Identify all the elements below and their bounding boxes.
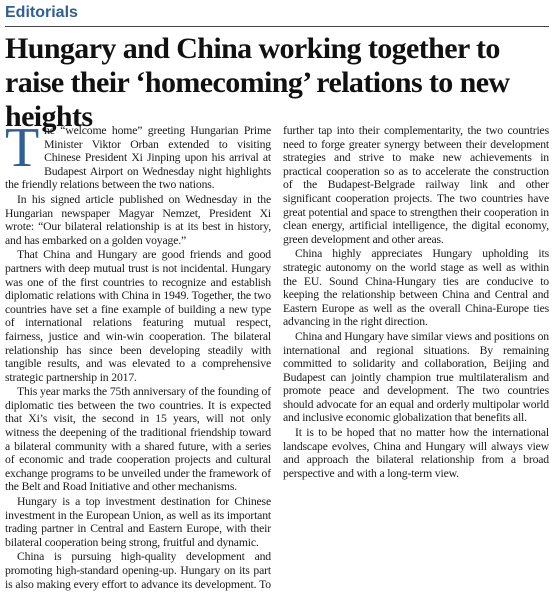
section-divider: [5, 26, 549, 27]
article-paragraph: In his signed article published on Wednesday in the Hungarian newspaper Magyar Nemzet, President Xi wrote: “Our bilateral relationship is at its best in history, and has embarked on a golden voyage.”: [5, 192, 271, 247]
article-paragraph: Hungary is a top investment destination for Chinese investment in the European Union, as well as its important trading partner in Central and Eastern Europe, with their bilateral cooperation being strong, fruitful and dynamic.: [5, 495, 271, 549]
article-paragraph: China is pursuing high-quality development and promoting high-standard opening-up. Hungary on its part is also making every effort to advance its development. To further tap into their complementarity, the two countries need to forge greater synergy between their development strategies and strive to make new achievements in practical cooperation so as to accelerate the construction of the Budapest-Belgrade railway link and other significant cooperation projects. The two countries have great potential and space to strengthen their cooperation in clean energy, artificial intelligence, the digital economy, green development and other areas.: [5, 124, 549, 591]
article-body: [5, 117, 549, 602]
paragraph-text: he “welcome home” greeting Hungarian Prime Minister Viktor Orban extended to visiting Chinese President Xi Jinping upon his arrival at Budapest Airport on Wednesday night highlights the friendly relations between the two nations.: [5, 124, 271, 192]
article-headline: Hungary and China working together to raise their ‘homecoming’ relations to new heights: [5, 32, 510, 133]
drop-cap: T: [5, 117, 40, 179]
article-paragraph: China and Hungary have similar views and positions on international and regional situations. By remaining committed to solidarity and collaboration, Beijing and Budapest can jointly champion true multilateralism and promote peace and development. The two countries should advocate for an equal and orderly multipolar world and inclusive economic globalization that benefits all.: [283, 329, 549, 425]
section-label: Editorials: [5, 4, 78, 21]
article-paragraph: That China and Hungary are good friends and good partners with deep mutual trust is not incidental. Hungary was one of the first countries to recognize and establish diplomatic relations with China in 1949. Together, the two countries have set a fine example of building a new type of international relations featuring mutual respect, fairness, justice and win-win cooperation. The bilateral relationship has since been developing steadily with tangible results, and was elevated to a comprehensive strategic partnership in 2017.: [5, 248, 271, 384]
article-paragraph-1: [5, 117, 271, 192]
article-paragraph: China highly appreciates Hungary upholding its strategic autonomy on the world stage as well as within the EU. Sound China-Hungary ties are conducive to keeping the relationship between China and Central and Eastern Europe as well as the overall China-Europe ties advancing in the right direction.: [283, 247, 549, 329]
article-paragraph: It is to be hoped that no matter how the international landscape evolves, China and Hungary will always view and approach the bilateral relationship from a broad perspective and with a long-term view.: [283, 426, 549, 480]
article-paragraph: This year marks the 75th anniversary of the founding of diplomatic ties between the two countries. It is expected that Xi’s visit, the second in 15 years, will not only witness the deepening of the traditional friendship toward a bilateral community with a shared future, with a series of economic and trade cooperation projects and cultural exchange programs to be unveiled under the framework of the Belt and Road Initiative and other mechanisms.: [5, 385, 271, 494]
